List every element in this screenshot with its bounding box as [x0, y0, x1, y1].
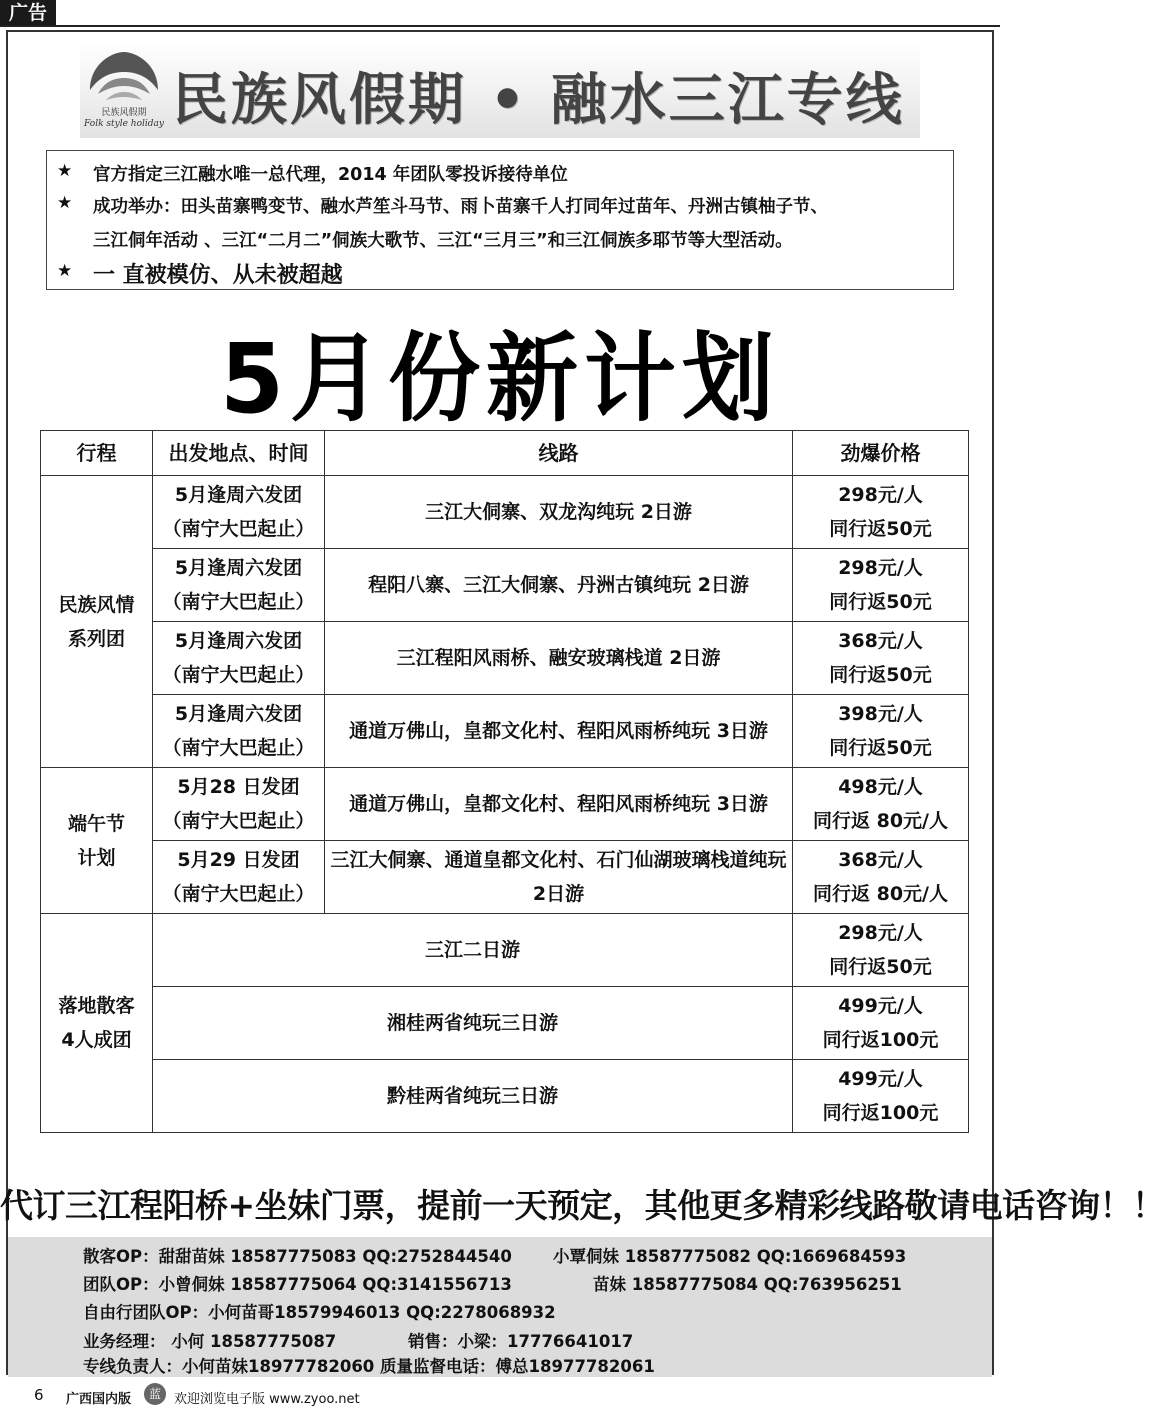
departure-date: 5月逢周六发团 [174, 630, 303, 652]
route-cell: 黔桂两省纯玩三日游 [153, 1060, 793, 1133]
departure-place: （南宁大巴起止） [162, 518, 315, 540]
star-icon: ★ [57, 161, 73, 181]
price-cell [793, 622, 969, 695]
table-row [41, 987, 969, 1060]
route-cell: 湘桂两省纯玩三日游 [153, 987, 793, 1060]
price-cell [793, 695, 969, 768]
price-cell [793, 768, 969, 841]
departure-cell [153, 549, 325, 622]
table-row [41, 695, 969, 768]
price: 498元/人 [838, 776, 923, 798]
departure-place: （南宁大巴起止） [162, 810, 315, 832]
rebate: 同行返 80元/人 [813, 883, 948, 905]
route-cell: 通道万佛山，皇都文化村、程阳风雨桥纯玩 3日游 [325, 768, 793, 841]
price: 298元/人 [838, 557, 923, 579]
rebate: 同行返50元 [829, 664, 932, 686]
price: 368元/人 [838, 849, 923, 871]
price-cell [793, 549, 969, 622]
ad-tag: 广告 [0, 0, 56, 26]
departure-cell [153, 695, 325, 768]
logo-caption-en: Folk style holiday [84, 119, 164, 129]
route-cell: 三江二日游 [153, 914, 793, 987]
table-row [41, 549, 969, 622]
brand-logo [84, 46, 164, 134]
rebate: 同行返100元 [822, 1029, 939, 1051]
category-label: 计划 [77, 846, 116, 869]
table-row [41, 841, 969, 914]
price-cell [793, 914, 969, 987]
category-label: 4人成团 [61, 1029, 132, 1051]
contact-team-op-2: 苗妹 18587775084 QQ:763956251 [593, 1275, 902, 1294]
notice-text-3: 三江侗年活动 、三江“二月二”侗族大歌节、三江“三月三”和三江侗族多耶节等大型活动。 [93, 231, 793, 251]
table-header-row [41, 431, 969, 476]
page-number: 6 [34, 1386, 44, 1404]
col-header-departure: 出发地点、时间 [153, 431, 325, 476]
page-footer [0, 1382, 1000, 1408]
notice-text-1: 官方指定三江融水唯一总代理，2014 年团队零投诉接待单位 [93, 165, 568, 185]
contact-panel [8, 1237, 992, 1377]
table-row [41, 1060, 969, 1133]
logo-wings-icon [84, 46, 164, 108]
table-row [41, 914, 969, 987]
table-row [41, 476, 969, 549]
departure-cell [153, 622, 325, 695]
category-label: 端午节 [67, 812, 125, 835]
contact-scattered-op: 散客OP：甜甜苗妹 18587775083 QQ:2752844540 [83, 1247, 512, 1266]
rebate: 同行返50元 [829, 591, 932, 613]
departure-date: 5月逢周六发团 [174, 703, 303, 725]
slogan: 代订三江程阳桥+坐妹门票，提前一天预定，其他更多精彩线路敬请电话咨询！！ [0, 1186, 1165, 1225]
logo-caption-cn: 民族风假期 [101, 108, 147, 118]
rebate: 同行返50元 [829, 956, 932, 978]
route-cell: 三江大侗寨、双龙沟纯玩 2日游 [325, 476, 793, 549]
price: 368元/人 [838, 630, 923, 652]
star-icon: ★ [57, 261, 73, 281]
contact-team-op: 团队OP：小曾侗妹 18587775064 QQ:3141556713 [83, 1275, 512, 1294]
edition-label: 广西国内版 [66, 1392, 132, 1407]
category-cell [41, 914, 153, 1133]
header-title: 民族风假期 • 融水三江专线 [172, 68, 905, 133]
website-message: 欢迎浏览电子版 www.zyoo.net [174, 1392, 360, 1407]
route-cell: 三江程阳风雨桥、融安玻璃栈道 2日游 [325, 622, 793, 695]
star-icon: ★ [57, 193, 73, 213]
route-cell: 程阳八寨、三江大侗寨、丹洲古镇纯玩 2日游 [325, 549, 793, 622]
departure-date: 5月28 日发团 [177, 776, 300, 798]
col-header-price: 劲爆价格 [793, 431, 969, 476]
price: 398元/人 [838, 703, 923, 725]
departure-place: （南宁大巴起止） [162, 737, 315, 759]
category-label: 民族风情 [58, 593, 135, 616]
plan-table [40, 430, 969, 1133]
departure-cell [153, 768, 325, 841]
logo-caption [84, 108, 164, 130]
departure-cell [153, 476, 325, 549]
top-rule [0, 25, 1000, 27]
price: 499元/人 [838, 995, 923, 1017]
contact-manager: 业务经理： 小何 18587775087 [83, 1332, 337, 1351]
table-row [41, 768, 969, 841]
notice-box [46, 150, 954, 290]
price: 499元/人 [838, 1068, 923, 1090]
price: 298元/人 [838, 922, 923, 944]
rebate: 同行返 80元/人 [813, 810, 948, 832]
table-row [41, 622, 969, 695]
departure-place: （南宁大巴起止） [162, 591, 315, 613]
price-cell [793, 1060, 969, 1133]
departure-date: 5月逢周六发团 [174, 557, 303, 579]
col-header-itinerary: 行程 [41, 431, 153, 476]
price-cell [793, 476, 969, 549]
category-label: 落地散客 [58, 995, 135, 1017]
col-header-route: 线路 [325, 431, 793, 476]
route-cell: 三江大侗寨、通道皇都文化村、石门仙湖玻璃栈道纯玩2日游 [325, 841, 793, 914]
category-cell [41, 476, 153, 768]
notice-text-2: 成功举办：田头苗寨鸭变节、融水芦笙斗马节、雨卜苗寨千人打同年过苗年、丹洲古镇柚子节、 [93, 197, 828, 217]
main-heading: 5月份新计划 [219, 322, 780, 436]
contact-free-travel-op: 自由行团队OP：小何苗哥18579946013 QQ:2278068932 [83, 1303, 556, 1322]
header-banner [80, 42, 920, 138]
rebate: 同行返100元 [822, 1102, 939, 1124]
contact-sales: 销售：小梁：17776641017 [408, 1332, 634, 1351]
contact-scattered-op-2: 小覃侗妹 18587775082 QQ:1669684593 [553, 1247, 907, 1266]
rebate: 同行返50元 [829, 737, 932, 759]
category-label: 系列团 [67, 627, 125, 650]
departure-place: （南宁大巴起止） [162, 883, 315, 905]
departure-date: 5月29 日发团 [177, 849, 300, 871]
departure-date: 5月逢周六发团 [174, 484, 303, 506]
contact-line-manager: 专线负责人：小何苗妹18977782060 质量监督电话：傅总18977782061 [83, 1357, 655, 1376]
notice-text-4: 一 直被模仿、从未被超越 [93, 263, 343, 288]
category-cell [41, 768, 153, 914]
rebate: 同行返50元 [829, 518, 932, 540]
departure-cell [153, 841, 325, 914]
price-cell [793, 841, 969, 914]
route-cell: 通道万佛山，皇都文化村、程阳风雨桥纯玩 3日游 [325, 695, 793, 768]
departure-place: （南宁大巴起止） [162, 664, 315, 686]
price-cell [793, 987, 969, 1060]
price: 298元/人 [838, 484, 923, 506]
edition-badge-icon: 蓝 [144, 1383, 166, 1405]
